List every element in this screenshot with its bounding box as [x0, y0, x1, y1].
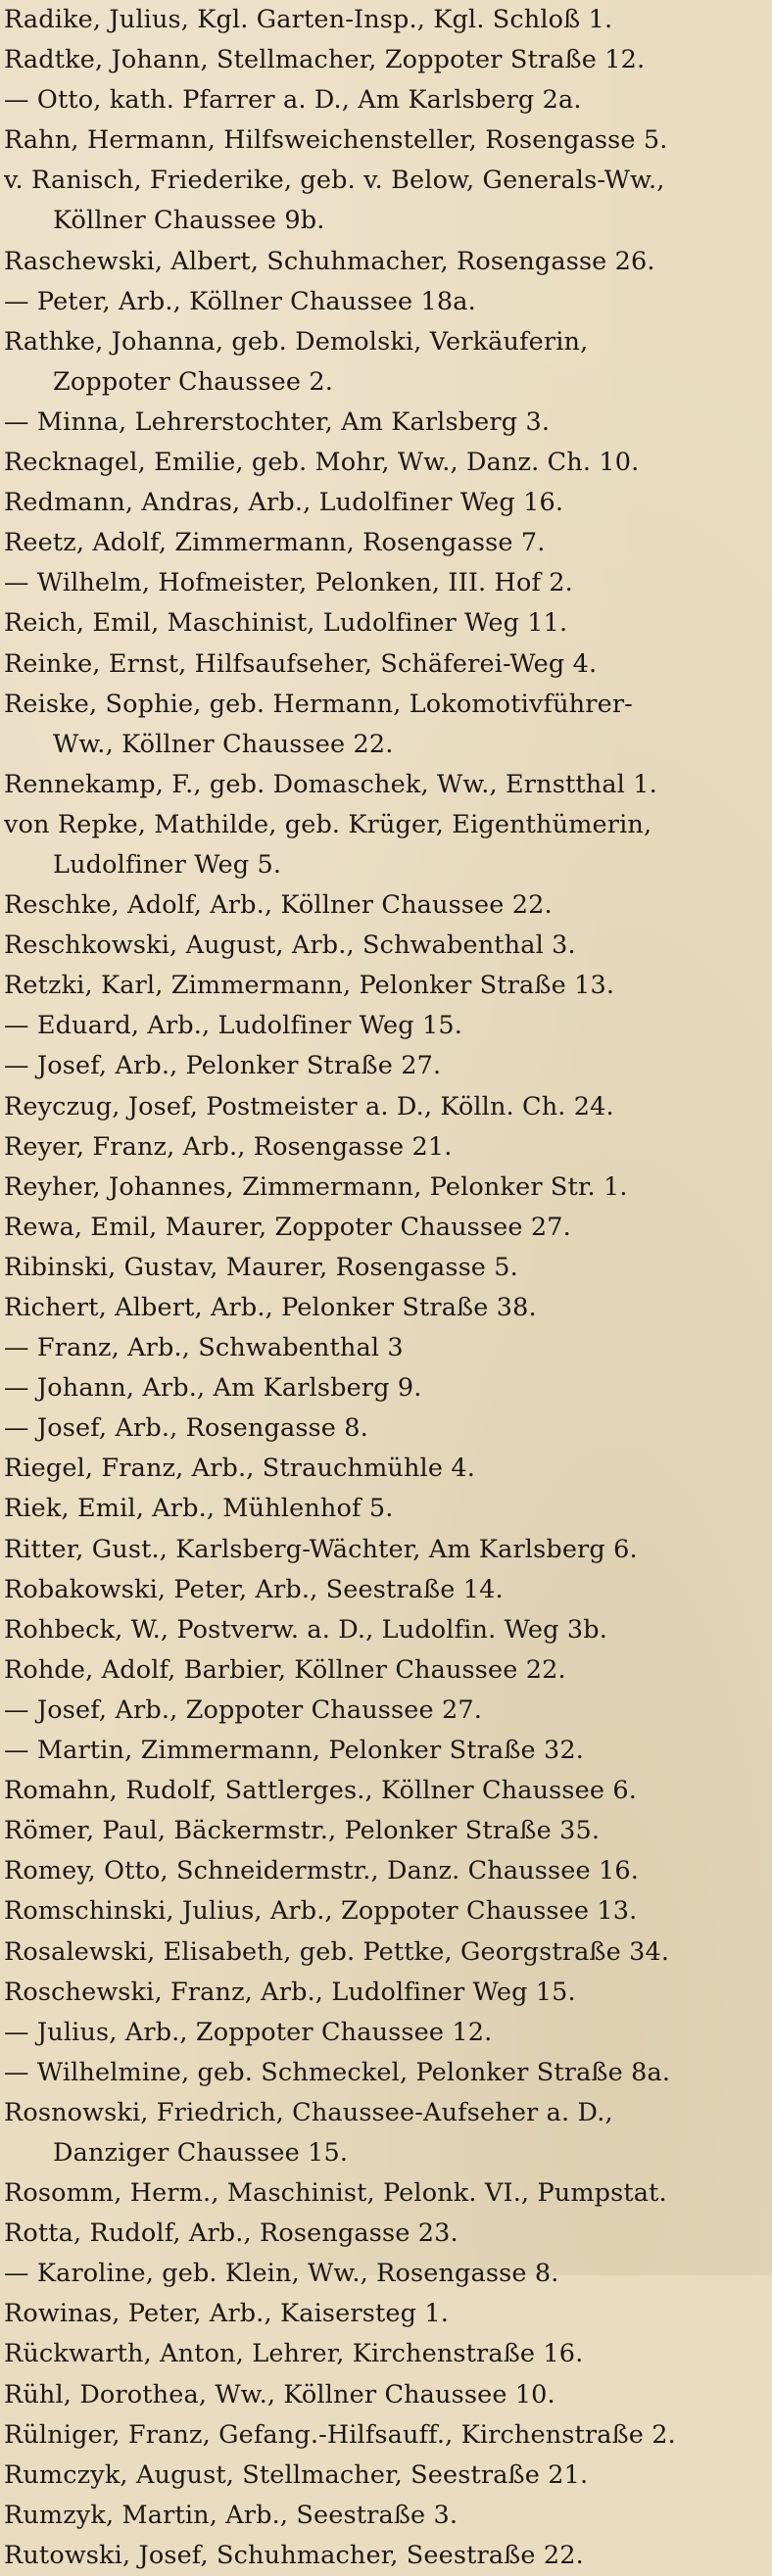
directory-line: — Julius, Arb., Zoppoter Chaussee 12. [4, 2017, 493, 2047]
directory-line: Riek, Emil, Arb., Mühlenhof 5. [4, 1494, 394, 1524]
directory-line: Rowinas, Peter, Arb., Kaisersteg 1. [4, 2299, 449, 2329]
directory-line: Radike, Julius, Kgl. Garten-Insp., Kgl. Schloß 1. [4, 5, 613, 34]
directory-line: — Franz, Arb., Schwabenthal 3 [4, 1333, 404, 1363]
directory-line: Rathke, Johanna, geb. Demolski, Verkäuferin, [4, 326, 589, 357]
directory-line: Robakowski, Peter, Arb., Seestraße 14. [4, 1574, 504, 1604]
address-directory-list [4, 0, 764, 2576]
directory-line: v. Ranisch, Friederike, geb. v. Below, Generals-Ww., [4, 166, 665, 196]
directory-line: — Johann, Arb., Am Karlsberg 9. [4, 1373, 422, 1404]
directory-line: Roschewski, Franz, Arb., Ludolfiner Weg 15. [4, 1977, 576, 2007]
directory-line: Rückwarth, Anton, Lehrer, Kirchenstraße 16. [4, 2339, 584, 2369]
directory-line: Redmann, Andras, Arb., Ludolfiner Weg 16. [4, 488, 564, 518]
directory-line-continuation: Ww., Köllner Chaussee 22. [53, 729, 394, 759]
directory-line: — Josef, Arb., Zoppoter Chaussee 27. [4, 1694, 483, 1725]
directory-line-continuation: Köllner Chaussee 9b. [53, 206, 325, 236]
directory-line: Reyczug, Josef, Postmeister a. D., Kölln. Ch. 24. [4, 1091, 614, 1121]
directory-line: Rosnowski, Friedrich, Chaussee-Aufseher a. D., [4, 2097, 613, 2127]
directory-line: Rutowski, Josef, Schuhmacher, Seestraße 22. [4, 2540, 584, 2570]
directory-line: Radtke, Johann, Stellmacher, Zoppoter Straße 12. [4, 45, 646, 75]
directory-line: Rotta, Rudolf, Arb., Rosengasse 23. [4, 2218, 458, 2249]
directory-line: Reiske, Sophie, geb. Hermann, Lokomotivführer- [4, 689, 633, 719]
directory-line: Ritter, Gust., Karlsberg-Wächter, Am Karlsberg 6. [4, 1534, 638, 1564]
directory-line: Recknagel, Emilie, geb. Mohr, Ww., Danz. Ch. 10. [4, 448, 640, 478]
directory-line: von Repke, Mathilde, geb. Krüger, Eigenthümerin, [4, 809, 652, 839]
directory-line: — Peter, Arb., Köllner Chaussee 18a. [4, 286, 476, 316]
directory-line: Rumczyk, August, Stellmacher, Seestraße 21. [4, 2459, 589, 2490]
directory-line: Reetz, Adolf, Zimmermann, Rosengasse 7. [4, 528, 546, 558]
directory-line: Riegel, Franz, Arb., Strauchmühle 4. [4, 1454, 475, 1484]
directory-line: — Josef, Arb., Pelonker Straße 27. [4, 1051, 442, 1081]
directory-line: Reinke, Ernst, Hilfsaufseher, Schäferei-Weg 4. [4, 648, 598, 679]
directory-line: Romahn, Rudolf, Sattlerges., Köllner Chaussee 6. [4, 1776, 637, 1806]
directory-line: Rosalewski, Elisabeth, geb. Pettke, Georgstraße 34. [4, 1936, 670, 1967]
directory-line: Romey, Otto, Schneidermstr., Danz. Chaussee 16. [4, 1856, 640, 1886]
directory-line: Rülniger, Franz, Gefang.-Hilfsauff., Kirchenstraße 2. [4, 2419, 676, 2450]
directory-line: — Otto, kath. Pfarrer a. D., Am Karlsberg 2a. [4, 85, 582, 116]
directory-line: Ribinski, Gustav, Maurer, Rosengasse 5. [4, 1252, 518, 1282]
directory-line: Rumzyk, Martin, Arb., Seestraße 3. [4, 2500, 458, 2530]
directory-line: Raschewski, Albert, Schuhmacher, Rosengasse 26. [4, 246, 655, 276]
directory-line-continuation: Danziger Chaussee 15. [53, 2137, 349, 2168]
directory-line: Rahn, Hermann, Hilfsweichensteller, Rosengasse 5. [4, 125, 668, 156]
directory-line: Retzki, Karl, Zimmermann, Pelonker Straße 13. [4, 971, 615, 1001]
directory-line: Reyher, Johannes, Zimmermann, Pelonker Str. 1. [4, 1171, 628, 1202]
directory-line: Reich, Emil, Maschinist, Ludolfiner Weg 11. [4, 608, 568, 639]
directory-line: — Minna, Lehrerstochter, Am Karlsberg 3. [4, 406, 551, 437]
directory-line: — Josef, Arb., Rosengasse 8. [4, 1413, 368, 1444]
directory-line: Reschke, Adolf, Arb., Köllner Chaussee 22. [4, 890, 553, 921]
directory-line-continuation: Ludolfiner Weg 5. [53, 849, 282, 880]
directory-line: — Karoline, geb. Klein, Ww., Rosengasse 8. [4, 2259, 559, 2289]
directory-line: Rohbeck, W., Postverw. a. D., Ludolfin. Weg 3b. [4, 1614, 607, 1645]
directory-line: Rennekamp, F., geb. Domaschek, Ww., Ernstthal 1. [4, 769, 657, 799]
directory-line: Rewa, Emil, Maurer, Zoppoter Chaussee 27. [4, 1212, 571, 1242]
directory-line-continuation: Zoppoter Chaussee 2. [53, 366, 334, 397]
directory-line: Rühl, Dorothea, Ww., Köllner Chaussee 10. [4, 2379, 555, 2409]
directory-line: — Martin, Zimmermann, Pelonker Straße 32. [4, 1736, 585, 1766]
directory-line: Romschinski, Julius, Arb., Zoppoter Chaussee 13. [4, 1896, 638, 1927]
directory-line: Rohde, Adolf, Barbier, Köllner Chaussee 22. [4, 1654, 566, 1685]
directory-line: Reschkowski, August, Arb., Schwabenthal 3. [4, 930, 576, 961]
directory-line: — Wilhelm, Hofmeister, Pelonken, III. Hof 2. [4, 568, 573, 598]
directory-line: — Wilhelmine, geb. Schmeckel, Pelonker Straße 8a. [4, 2057, 671, 2087]
directory-line: Richert, Albert, Arb., Pelonker Straße 38. [4, 1293, 537, 1322]
directory-line: Rosomm, Herm., Maschinist, Pelonk. VI., Pumpstat. [4, 2178, 667, 2209]
directory-line: Reyer, Franz, Arb., Rosengasse 21. [4, 1131, 453, 1162]
directory-line: — Eduard, Arb., Ludolfiner Weg 15. [4, 1011, 463, 1041]
directory-line: Römer, Paul, Bäckermstr., Pelonker Straße 35. [4, 1816, 601, 1846]
